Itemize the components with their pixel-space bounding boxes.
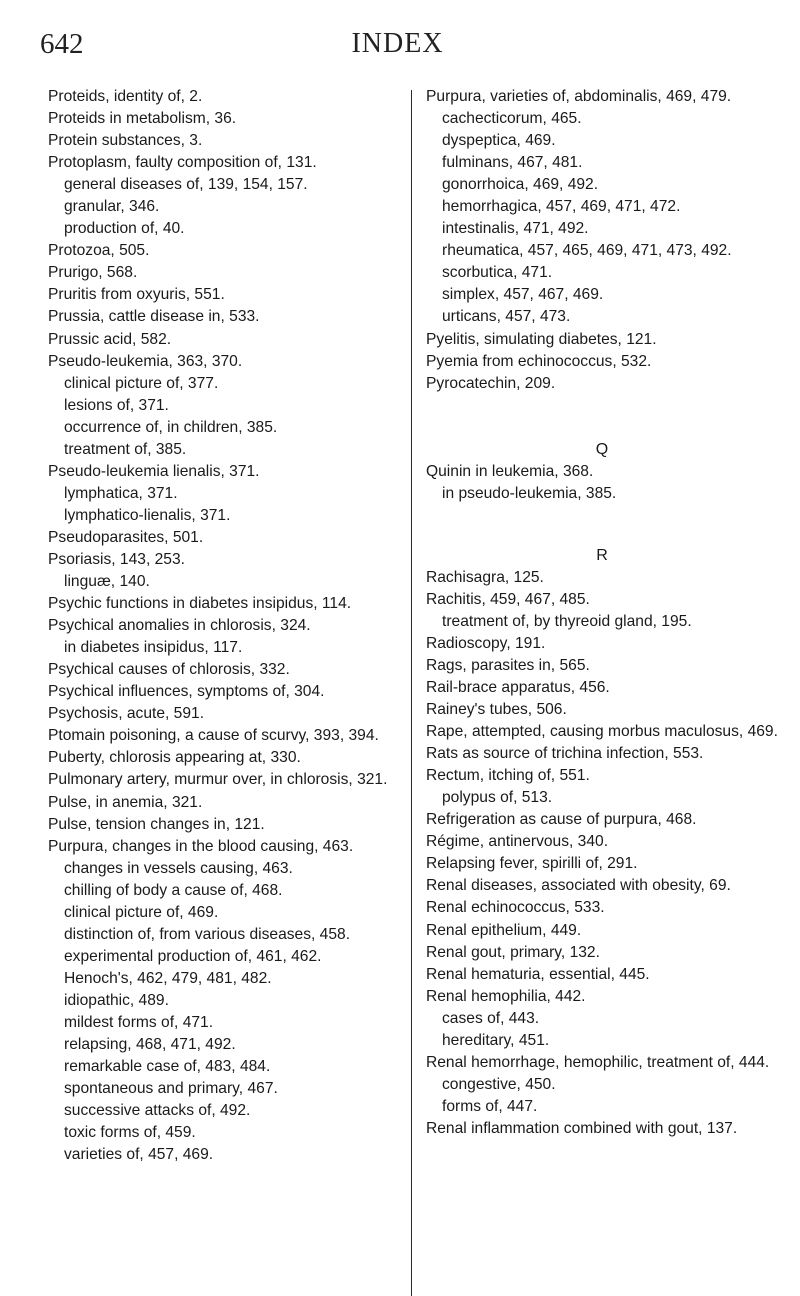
index-entry: Rats as source of trichina infection, 553. xyxy=(426,745,704,763)
index-entry: Pseudoparasites, 501. xyxy=(48,528,204,546)
index-entry: Proteids, identity of, 2. xyxy=(48,88,203,105)
index-entry: Purpura, varieties of, abdominalis, 469, 479. xyxy=(426,88,732,105)
index-subentry: general diseases of, 139, 154, 157. xyxy=(64,176,308,194)
index-subentry: lymphatico-lienalis, 371. xyxy=(64,506,231,524)
index-entry: Pyrocatechin, 209. xyxy=(426,374,556,392)
index-entry: Refrigeration as cause of purpura, 468. xyxy=(426,811,697,829)
index-entry: Rainey's tubes, 506. xyxy=(426,701,567,719)
index-subentry: dyspeptica, 469. xyxy=(442,132,556,150)
index-entry: Rectum, itching of, 551. xyxy=(426,767,590,785)
index-subentry: varieties of, 457, 469. xyxy=(64,1146,214,1164)
index-entry: Rail-brace apparatus, 456. xyxy=(426,678,610,696)
index-entry: Pseudo-leukemia, 363, 370. xyxy=(48,352,243,370)
index-subentry: urticans, 457, 473. xyxy=(442,308,571,326)
index-entry: Psychic functions in diabetes insipidus, 114. xyxy=(48,595,352,613)
page-header xyxy=(40,28,755,68)
index-entries-p-continued xyxy=(426,86,778,395)
index-subentry: cachecticorum, 465. xyxy=(442,110,582,128)
index-entry: Quinin in leukemia, 368. xyxy=(426,462,594,480)
index-entry: Purpura, changes in the blood causing, 463. xyxy=(48,837,354,855)
index-subentry: changes in vessels causing, 463. xyxy=(64,859,293,877)
index-subentry: gonorrhoica, 469, 492. xyxy=(442,176,599,194)
index-subentry: scorbutica, 471. xyxy=(442,264,553,282)
index-entries-r xyxy=(426,567,778,1140)
index-entry: Rachitis, 459, 467, 485. xyxy=(426,590,590,608)
index-subentry: simplex, 457, 467, 469. xyxy=(442,286,604,304)
index-entry: Pulmonary artery, murmur over, in chlorosis, 321. xyxy=(48,771,388,789)
index-entry: Renal inflammation combined with gout, 137. xyxy=(426,1119,738,1137)
index-subentry: in diabetes insipidus, 117. xyxy=(64,639,243,657)
index-subentry: remarkable case of, 483, 484. xyxy=(64,1058,271,1076)
section-letter-r: R xyxy=(596,546,608,564)
index-entry: Protoplasm, faulty composition of, 131. xyxy=(48,154,317,172)
index-entry: Régime, antinervous, 340. xyxy=(426,833,609,851)
index-subentry: idiopathic, 489. xyxy=(64,991,169,1009)
index-entry: Psychical causes of chlorosis, 332. xyxy=(48,661,290,679)
index-subentry: forms of, 447. xyxy=(442,1097,538,1115)
index-entry: Psychosis, acute, 591. xyxy=(48,705,205,723)
index-entry: Pruritis from oxyuris, 551. xyxy=(48,286,225,304)
running-title: INDEX xyxy=(351,28,444,59)
index-entry: Radioscopy, 191. xyxy=(426,634,546,652)
index-entry: Protozoa, 505. xyxy=(48,242,150,260)
index-column-left xyxy=(48,86,400,1166)
index-subentry: relapsing, 468, 471, 492. xyxy=(64,1036,236,1054)
index-subentry: occurrence of, in children, 385. xyxy=(64,418,278,436)
section-letter-q: Q xyxy=(595,440,609,458)
index-entry: Protein substances, 3. xyxy=(48,132,203,150)
index-entry: Rachisagra, 125. xyxy=(426,568,544,586)
index-subentry: hemorrhagica, 457, 469, 471, 472. xyxy=(442,198,681,216)
index-subentry: congestive, 450. xyxy=(442,1075,556,1093)
index-subentry: Henoch's, 462, 479, 481, 482. xyxy=(64,969,272,987)
index-entry: Pseudo-leukemia lienalis, 371. xyxy=(48,462,260,480)
index-entry: Psychical influences, symptoms of, 304. xyxy=(48,683,325,701)
index-subentry: lesions of, 371. xyxy=(64,396,169,414)
index-subentry: toxic forms of, 459. xyxy=(64,1124,196,1142)
index-entry: Prurigo, 568. xyxy=(48,264,138,282)
index-entry: Ptomain poisoning, a cause of scurvy, 393, 394. xyxy=(48,727,379,745)
index-subentry: cases of, 443. xyxy=(442,1009,540,1027)
index-entry: Renal hemorrhage, hemophilic, treatment of, 444. xyxy=(426,1053,770,1071)
index-subentry: fulminans, 467, 481. xyxy=(442,154,583,172)
index-entry: Prussic acid, 582. xyxy=(48,330,172,348)
index-subentry: in pseudo-leukemia, 385. xyxy=(442,484,617,502)
index-subentry: rheumatica, 457, 465, 469, 471, 473, 492. xyxy=(442,242,732,260)
index-column-right xyxy=(426,86,778,1140)
index-subentry: distinction of, from various diseases, 458. xyxy=(64,925,351,943)
index-entry: Pulse, tension changes in, 121. xyxy=(48,815,265,833)
index-subentry: intestinalis, 471, 492. xyxy=(442,220,589,238)
index-entry: Proteids in metabolism, 36. xyxy=(48,110,237,128)
index-entry: Psychical anomalies in chlorosis, 324. xyxy=(48,617,311,635)
index-entry: Prussia, cattle disease in, 533. xyxy=(48,308,260,326)
index-entry: Renal echinococcus, 533. xyxy=(426,899,605,917)
index-subentry: lymphatica, 371. xyxy=(64,484,178,502)
index-subentry: clinical picture of, 377. xyxy=(64,374,219,392)
index-subentry: treatment of, 385. xyxy=(64,440,187,458)
index-entries-q xyxy=(426,461,778,505)
index-subentry: successive attacks of, 492. xyxy=(64,1102,251,1120)
index-subentry: polypus of, 513. xyxy=(442,789,553,807)
index-subentry: hereditary, 451. xyxy=(442,1031,550,1049)
column-divider xyxy=(411,90,412,1296)
page-number: 642 xyxy=(40,28,84,60)
index-subentry: production of, 40. xyxy=(64,220,185,238)
index-entry: Pyemia from echinococcus, 532. xyxy=(426,352,652,370)
index-subentry: experimental production of, 461, 462. xyxy=(64,947,322,965)
index-subentry: clinical picture of, 469. xyxy=(64,903,219,921)
index-subentry: spontaneous and primary, 467. xyxy=(64,1080,278,1098)
index-entry: Renal hemophilia, 442. xyxy=(426,987,586,1005)
index-subentry: chilling of body a cause of, 468. xyxy=(64,881,283,899)
index-entry: Renal hematuria, essential, 445. xyxy=(426,965,650,983)
index-entry: Renal gout, primary, 132. xyxy=(426,943,600,961)
index-subentry: mildest forms of, 471. xyxy=(64,1013,214,1031)
index-entry: Renal epithelium, 449. xyxy=(426,921,582,939)
index-subentry: treatment of, by thyreoid gland, 195. xyxy=(442,612,692,630)
index-entry: Relapsing fever, spirilli of, 291. xyxy=(426,855,638,873)
index-subentry: granular, 346. xyxy=(64,198,160,216)
index-entry: Pyelitis, simulating diabetes, 121. xyxy=(426,330,657,348)
index-subentry: linguæ, 140. xyxy=(64,573,150,591)
index-entry: Renal diseases, associated with obesity, 69. xyxy=(426,877,731,895)
index-entry: Psoriasis, 143, 253. xyxy=(48,550,185,568)
index-entry: Rags, parasites in, 565. xyxy=(426,656,590,674)
index-entry: Pulse, in anemia, 321. xyxy=(48,793,203,811)
index-entry: Puberty, chlorosis appearing at, 330. xyxy=(48,749,301,767)
index-entry: Rape, attempted, causing morbus maculosus, 469. xyxy=(426,723,778,741)
